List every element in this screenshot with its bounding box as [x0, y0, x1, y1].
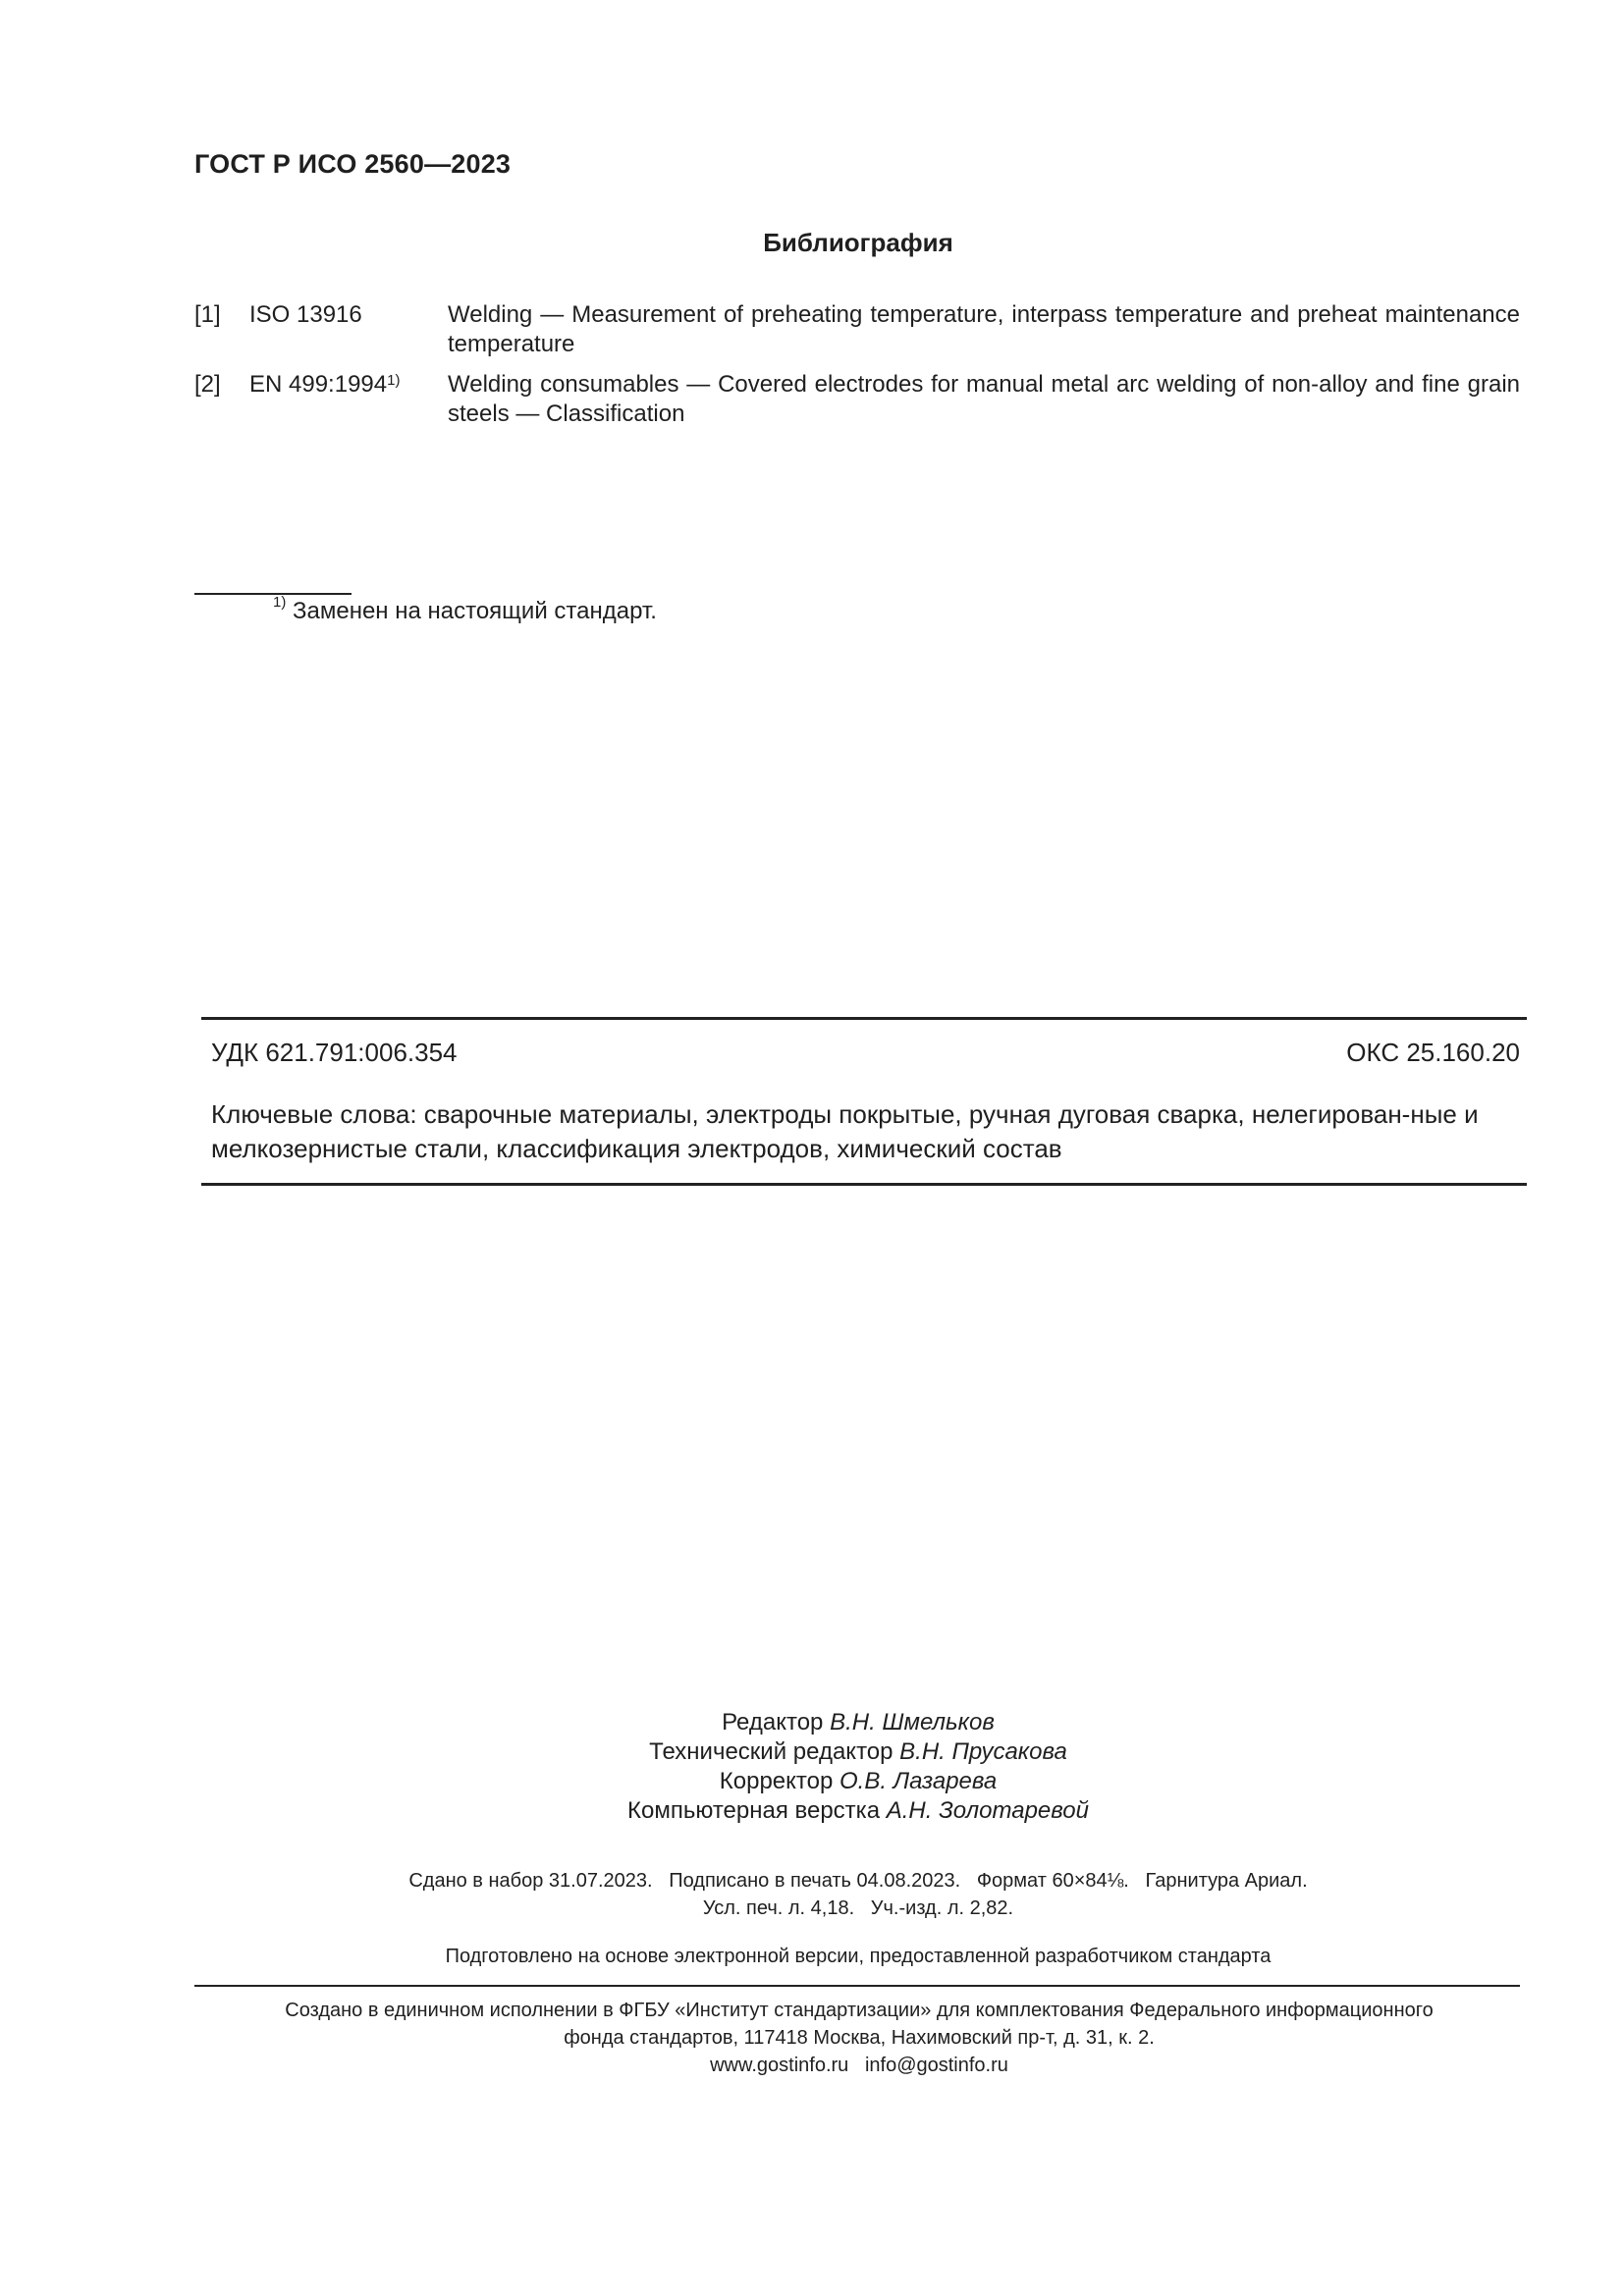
publication-info — [0, 1867, 1624, 1922]
prepared-note: Подготовлено на основе электронной версии, предоставленной разработчиком стандарта — [445, 1946, 1272, 1967]
entry-code: ISO 13916 — [249, 301, 362, 328]
footnote — [273, 594, 657, 625]
bibliography-entry — [194, 370, 1520, 429]
entry-title: Welding consumables — Covered electrodes for manual metal arc welding of non-alloy and fine grain steels — Classification — [448, 371, 1520, 427]
entry-code: EN 499:1994$^{1)}$ — [249, 371, 401, 398]
top-rule — [201, 1017, 1527, 1020]
publication-line-1: Сдано в набор 31.07.2023. Подписано в печать 04.08.2023. Формат 60×84⅛. Гарнитура Ариал. — [408, 1870, 1308, 1892]
layout-line: Компьютерная верстка А.Н. Золотаревой — [627, 1797, 1089, 1824]
imprint-rule — [194, 1985, 1520, 1987]
oks-code: ОКС 25.160.20 — [1346, 1038, 1520, 1067]
creation-info — [196, 1997, 1522, 2079]
document-id: ГОСТ Р ИСО 2560—2023 — [194, 149, 512, 179]
keywords: Ключевые слова: сварочные материалы, электроды покрытые, ручная дуговая сварка, нелегирован-ные и мелкозернистые стали, классификация электродов, химический состав — [211, 1099, 1479, 1163]
tech-editor-line: Технический редактор В.Н. Прусакова — [649, 1738, 1067, 1765]
footnote-mark: 1) — [273, 594, 287, 611]
creation-line-1: Создано в единичном исполнении в ФГБУ «Институт стандартизации» для комплектования Федерального информационного — [285, 2000, 1434, 2021]
publication-line-2: Усл. печ. л. 4,18. Уч.-изд. л. 2,82. — [702, 1897, 1014, 1919]
bottom-rule — [201, 1183, 1527, 1186]
bibliography-title: Библиография — [763, 228, 953, 257]
website-link[interactable]: www.gostinfo.ru — [710, 2055, 849, 2076]
staff-credits — [0, 1708, 1624, 1826]
email-link[interactable]: info@gostinfo.ru — [864, 2055, 1008, 2076]
creation-line-2: фонда стандартов, 117418 Москва, Нахимовский пр-т, д. 31, к. 2. — [564, 2027, 1155, 2049]
footnote-reference: 1) — [387, 372, 401, 389]
bibliography-entry — [194, 300, 1520, 359]
entry-number: [1] — [194, 301, 221, 328]
footnote-text: Заменен на настоящий стандарт. — [293, 598, 657, 624]
contacts — [196, 2052, 1522, 2079]
editor-line: Редактор В.Н. Шмельков — [722, 1709, 995, 1735]
entry-number: [2] — [194, 371, 221, 398]
udk-code: УДК 621.791:006.354 — [211, 1038, 458, 1067]
corrector-line: Корректор О.В. Лазарева — [719, 1768, 998, 1794]
entry-title: Welding — Measurement of preheating temperature, interpass temperature and preheat maintenance temperature — [448, 301, 1520, 357]
